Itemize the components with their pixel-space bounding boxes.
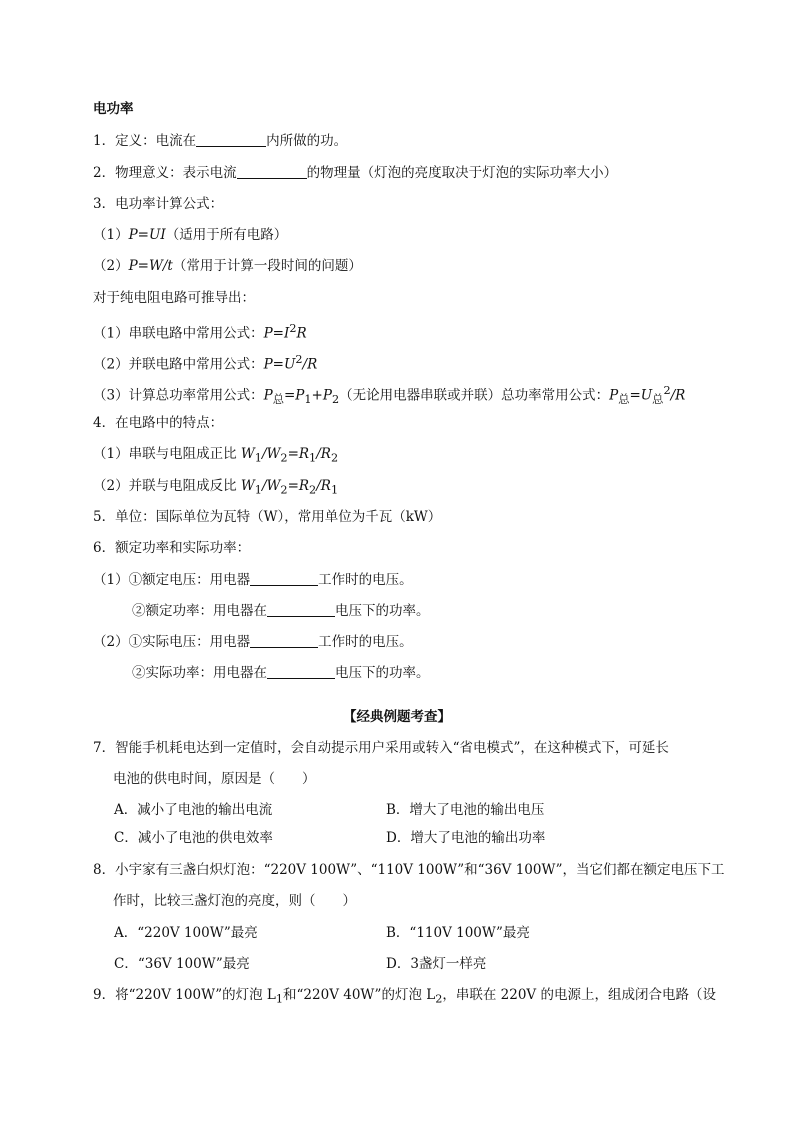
question-8-option-d[interactable]: D．3盏灯一样亮 [386, 956, 487, 972]
series-ratio: （1）串联与电阻成正比 $W_1/W_2=R_1/R_2$ [93, 446, 339, 465]
series-formula: （1）串联电路中常用公式：$P=I^2R$ [93, 322, 307, 342]
question-7-option-c[interactable]: C．减小了电池的供电效率 [114, 830, 273, 846]
question-8-option-b[interactable]: B．“110V 100W”最亮 [386, 925, 530, 941]
blank [196, 131, 266, 147]
derivation-heading: 对于纯电阻电路可推导出： [93, 290, 255, 306]
actual-power-line: ②实际功率：用电器在 电压下的功率。 [132, 665, 430, 681]
question-7-option-b[interactable]: B．增大了电池的输出电压 [386, 802, 545, 818]
examples-title: 【经典例题考查】 [343, 709, 451, 725]
definition-line: 1．定义：电流在 内所做的功。 [93, 133, 348, 149]
blank [250, 570, 318, 586]
unit-line: 5．单位：国际单位为瓦特（W），常用单位为千瓦（kW） [93, 509, 442, 525]
rated-power-line: ②额定功率：用电器在 电压下的功率。 [132, 603, 430, 619]
section-title: 电功率 [93, 101, 134, 117]
question-8-option-c[interactable]: C．“36V 100W”最亮 [114, 956, 250, 972]
blank [267, 601, 335, 617]
circuit-features-heading: 4．在电路中的特点： [93, 415, 224, 431]
rated-actual-heading: 6．额定功率和实际功率： [93, 540, 251, 556]
question-8-option-a[interactable]: A．“220V 100W”最亮 [114, 925, 258, 941]
question-7-line-1: 7．智能手机耗电达到一定值时，会自动提示用户采用或转入“省电模式”，在这种模式下，可延长 [93, 740, 669, 756]
blank [250, 632, 318, 648]
formula-line-1: （1）P=UI（适用于所有电路） [93, 227, 288, 243]
formula-heading: 3．电功率计算公式： [93, 196, 224, 212]
question-8-line-1: 8．小宇家有三盏白炽灯泡：“220V 100W”、“110V 100W”和“36V 100W”，当它们都在额定电压下工 [93, 862, 725, 878]
question-9-line-1: 9．将“220V 100W”的灯泡 $L_1$和“220V 40W”的灯泡 $L_2$，串联在 220V 的电源上，组成闭合电路（设 [93, 987, 716, 1006]
total-power-formula: （3）计算总功率常用公式：$P_总=P_1+P_2$（无论用电器串联或并联）总功率常用公式：$P_总=U_总^2/R$ [93, 384, 686, 407]
question-7-option-d[interactable]: D．增大了电池的输出功率 [386, 830, 546, 846]
meaning-line: 2．物理意义：表示电流 的物理量（灯泡的亮度取决于灯泡的实际功率大小） [93, 165, 618, 181]
rated-voltage-line: （1）①额定电压：用电器 工作时的电压。 [93, 572, 413, 588]
question-7-line-2: 电池的供电时间，原因是（ ） [113, 771, 316, 787]
question-8-line-2: 作时，比较三盏灯泡的亮度，则（ ） [113, 893, 356, 909]
parallel-formula: （2）并联电路中常用公式：$P=U^2/R$ [93, 353, 318, 373]
actual-voltage-line: （2）①实际电压：用电器 工作时的电压。 [93, 634, 413, 650]
formula-line-2: （2）P=W/t（常用于计算一段时间的问题） [93, 258, 362, 274]
parallel-ratio: （2）并联与电阻成反比 $W_1/W_2=R_2/R_1$ [93, 478, 339, 497]
blank [267, 663, 335, 679]
blank [237, 163, 307, 179]
question-7-option-a[interactable]: A．减小了电池的输出电流 [114, 802, 273, 818]
